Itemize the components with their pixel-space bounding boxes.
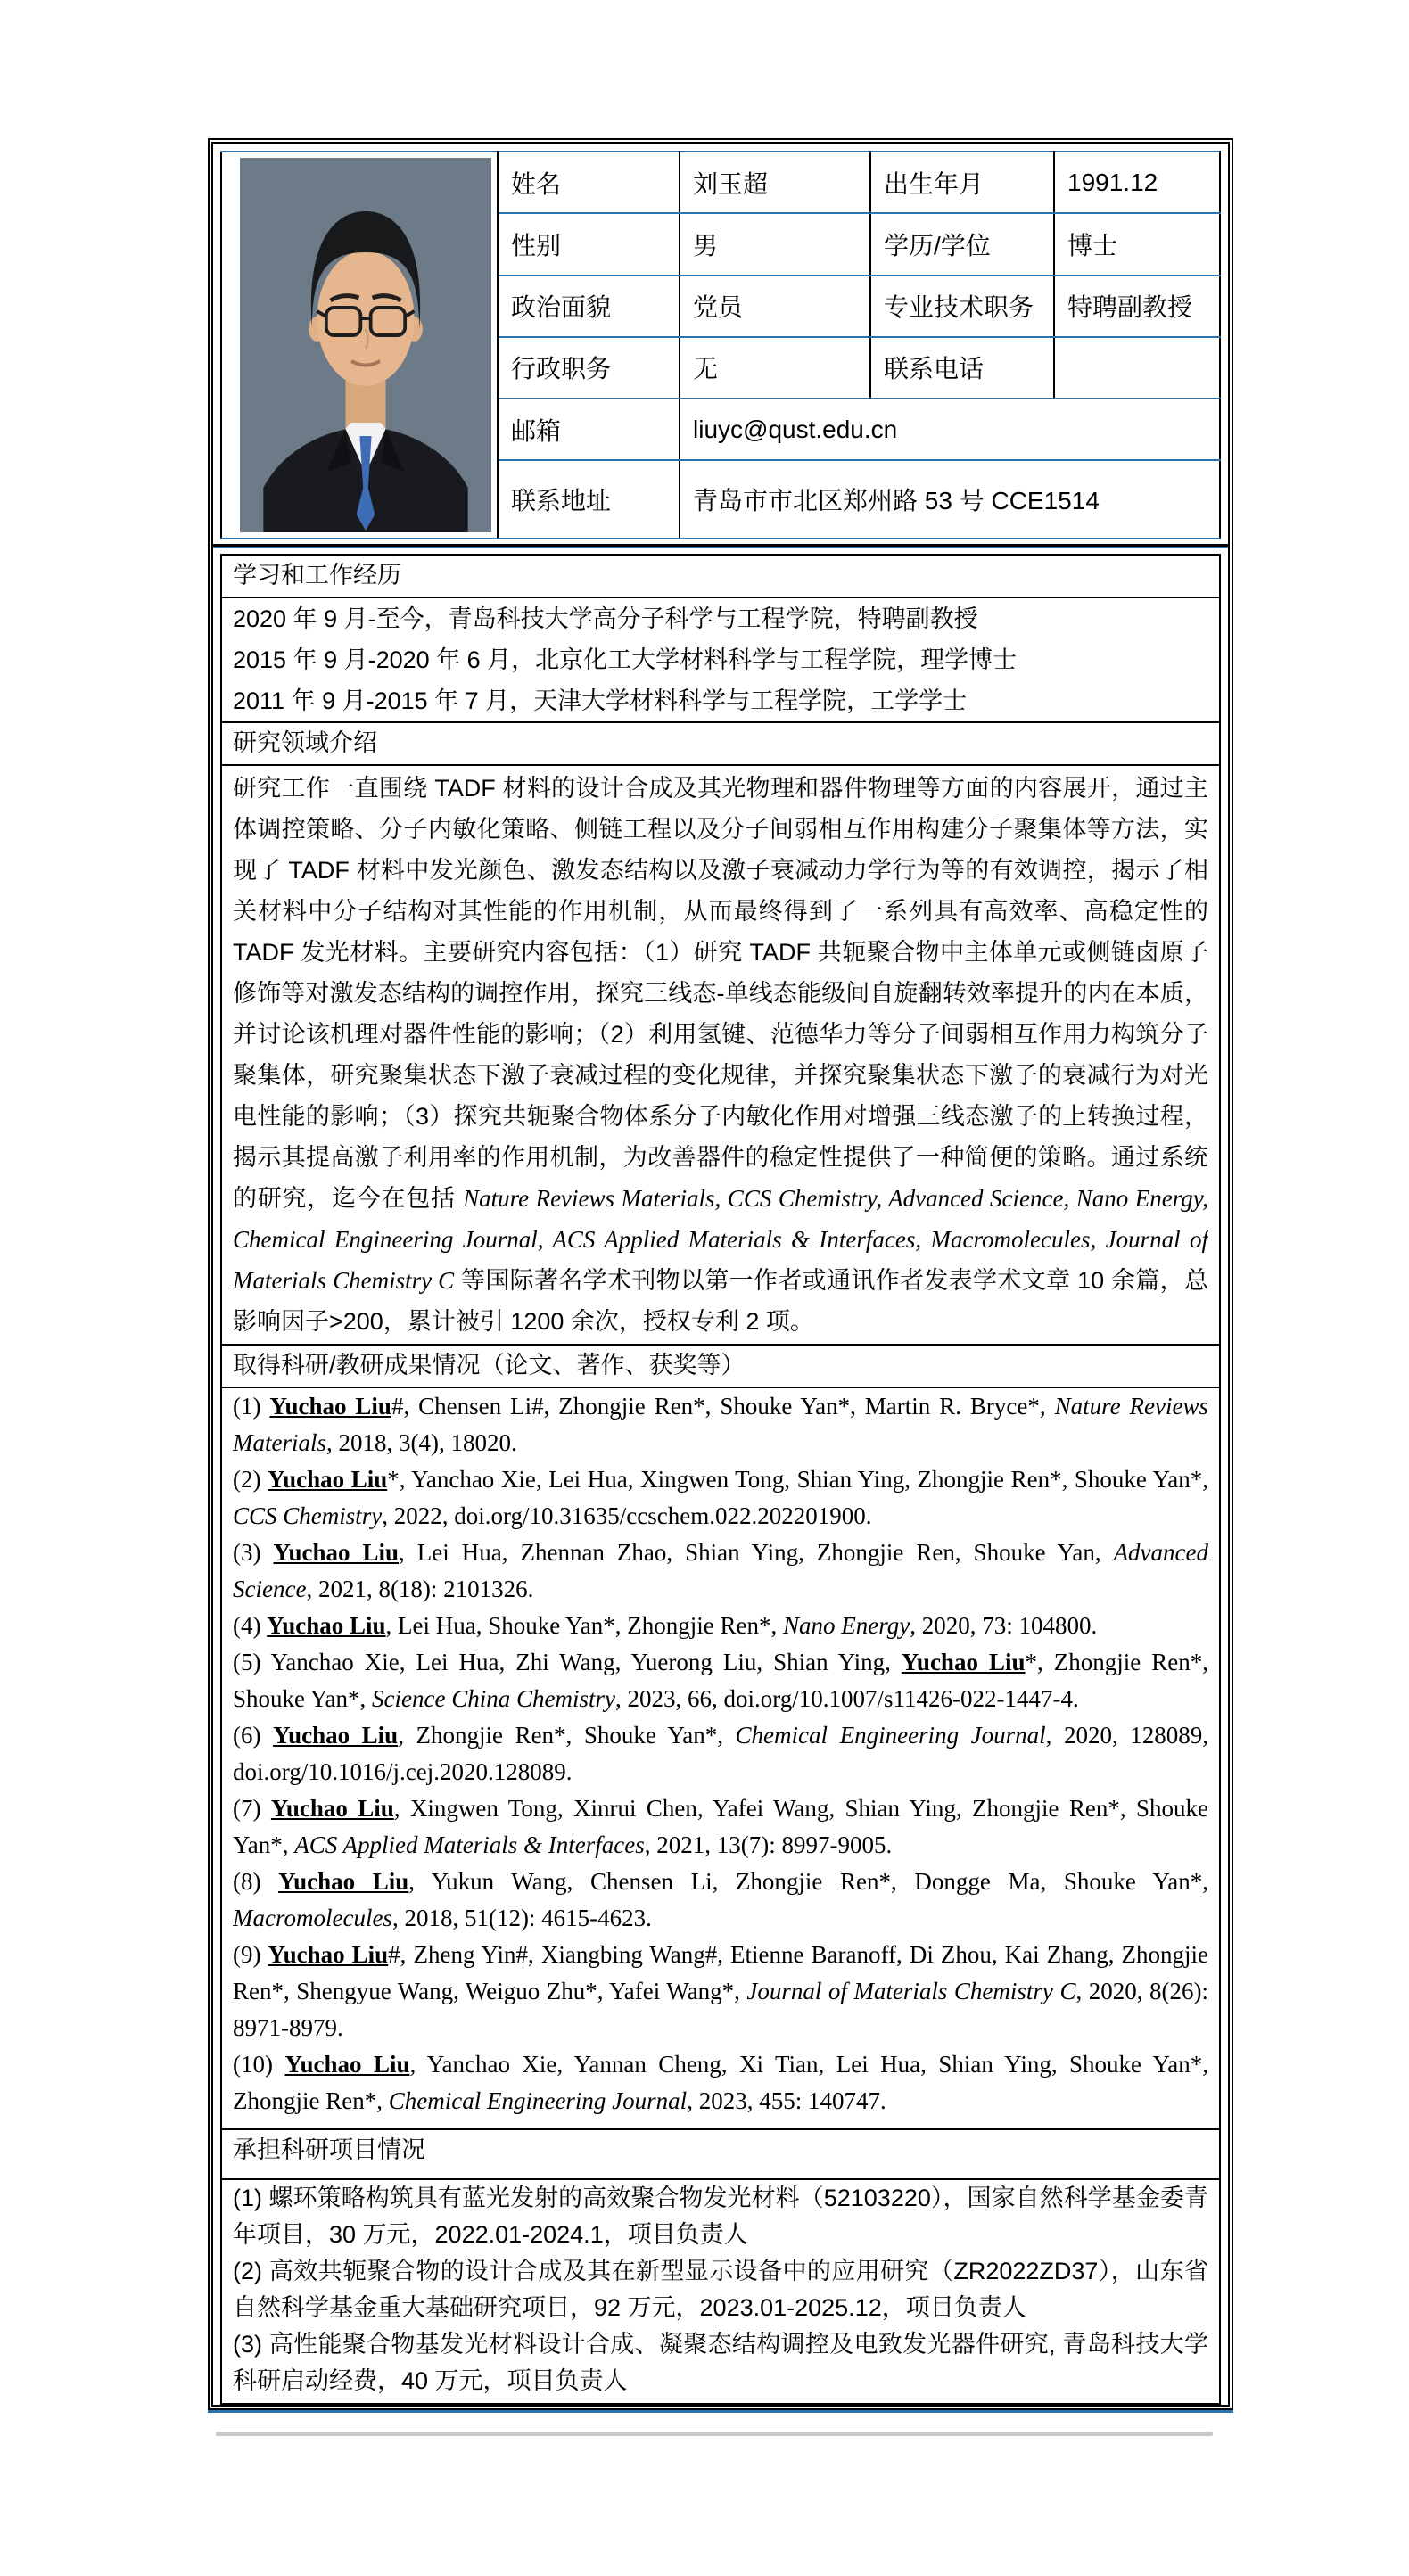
text-segment: 等国际著名学术刊物以第一作者或通讯作者发表学术文章 10 余篇，总影响因子>200，累计被引 1200 余次，授权专利 2 项。 — [233, 1267, 1208, 1335]
section-header-publications: 取得科研/教研成果情况（论文、著作、获奖等） — [221, 1345, 1220, 1387]
journal-name: Science China Chemistry — [372, 1685, 615, 1712]
table-row — [221, 555, 1220, 597]
section-separator — [213, 544, 1228, 548]
text-segment: , 2020, 8(26): 8971-8979. — [233, 1978, 1208, 2041]
field-value-title: 特聘副教授 — [1054, 276, 1220, 337]
section-content-research — [221, 765, 1220, 1345]
table-row — [221, 722, 1220, 765]
text-segment: , Yukun Wang, Chensen Li, Zhongjie Ren*, Dongge Ma, Shouke Yan*, — [408, 1868, 1208, 1895]
field-label-address: 联系地址 — [498, 460, 680, 539]
experience-line: 2020 年 9 月-至今，青岛科技大学高分子科学与工程学院，特聘副教授 — [233, 605, 978, 632]
table-row — [221, 1387, 1220, 2129]
journal-name: Macromolecules — [233, 1905, 392, 1931]
personal-info-table — [220, 151, 1221, 539]
journal-name: CCS Chemistry — [233, 1502, 383, 1529]
field-value-degree: 博士 — [1054, 213, 1220, 275]
text-segment: , 2022, doi.org/10.31635/ccschem.022.202201900. — [382, 1502, 872, 1529]
field-value-political: 党员 — [680, 276, 870, 337]
journal-name: Chemical Engineering Journal — [388, 2087, 688, 2114]
text-segment: (1) — [233, 1393, 270, 1420]
research-paragraph-box — [233, 766, 1208, 1344]
journal-name: ACS Applied Materials & Interfaces — [294, 1831, 645, 1858]
field-value-address: 青岛市市北区郑州路 53 号 CCE1514 — [680, 460, 1220, 539]
field-value-birth: 1991.12 — [1054, 152, 1220, 213]
author-self-highlight: Yuchao Liu — [268, 1466, 388, 1493]
text-segment: , Xingwen Tong, Xinrui Chen, Yafei Wang, Shian Ying, Zhongjie Ren*, Shouke Yan*, — [233, 1795, 1208, 1858]
table-row — [221, 2179, 1220, 2404]
text-segment: , Lei Hua, Shouke Yan*, Zhongjie Ren*, — [385, 1612, 784, 1639]
text-segment: , Yanchao Xie, Yannan Cheng, Xi Tian, Lei Hua, Shian Ying, Shouke Yan*, Zhongjie Ren*, — [233, 2051, 1208, 2114]
section-content-projects — [221, 2179, 1220, 2404]
text-segment: , 2020, 128089, doi.org/10.1016/j.cej.2020.128089. — [233, 1722, 1208, 1785]
journal-name: Nature Reviews Materials, CCS Chemistry, Advanced Science, Nano Energy, Chemical Engineering Journal, ACS Applied Materials & Interfaces, Macromolecules, Journal of Materials Chemistry C — [233, 1185, 1208, 1294]
author-self-highlight: Yuchao Liu — [270, 1795, 394, 1822]
project-item: (3) 高性能聚合物基发光材料设计合成、凝聚态结构调控及电致发光器件研究, 青岛科技大学科研启动经费，40 万元，项目负责人 — [233, 2331, 1208, 2394]
author-self-highlight: Yuchao Liu — [278, 1868, 409, 1895]
section-header-projects: 承担科研项目情况 — [221, 2129, 1220, 2179]
profile-photo — [240, 158, 491, 532]
field-value-admin: 无 — [680, 337, 870, 399]
table-row — [221, 2129, 1220, 2179]
text-segment: (2) — [233, 1466, 268, 1493]
text-segment: , 2023, 66, doi.org/10.1007/s11426-022-1447-4. — [614, 1685, 1079, 1712]
project-item: (1) 螺环策略构筑具有蓝光发射的高效聚合物发光材料（52103220），国家自然科学基金委青年项目，30 万元，2022.01-2024.1，项目负责人 — [233, 2185, 1208, 2248]
text-segment: , Lei Hua, Zhennan Zhao, Shian Ying, Zhongjie Ren, Shouke Yan, — [399, 1539, 1114, 1566]
text-segment: *, Zhongjie Ren*, Shouke Yan*, — [233, 1649, 1208, 1712]
section-content-experience — [221, 597, 1220, 722]
author-self-highlight: Yuchao Liu — [284, 2051, 410, 2078]
text-segment: (10) — [233, 2051, 285, 2078]
text-segment: 研究工作一直围绕 TADF 材料的设计合成及其光物理和器件物理等方面的内容展开，通过主体调控策略、分子内敏化策略、侧链工程以及分子间弱相互作用构建分子聚集体等方法，实现了 TADF 材料中发光颜色、激发态结构以及激子衰减动力学行为等的有效调控，揭示了相关材料中分子结构对其性能的作用机制，从而最终得到了一系列具有高效率、高稳定性的 TADF 发光材料。主要研究内容包括：（1）研究 TADF 共轭聚合物中主体单元或侧链卤原子修饰等对激发态结构的调控作用，探究三线态-单线态能级间自旋翻转效率提升的内在本质，并讨论该机理对器件性能的影响；（2）利用氢键、范德华力等分子间弱相互作用力构筑分子聚集体，研究聚集状态下激子衰减过程的变化规律，并探究聚集状态下激子的衰减行为对光电性能的影响；（3）探究共轭聚合物体系分子内敏化作用对增强三线态激子的上转换过程，揭示其提高激子利用率的作用机制，为改善器件的稳定性提供了一种简便的策略。通过系统的研究，迄今在包括 — [233, 775, 1208, 1212]
page-break-divider — [216, 2432, 1213, 2436]
field-label-email: 邮箱 — [498, 399, 680, 460]
text-segment: (7) — [233, 1795, 271, 1822]
section-header-research: 研究领域介绍 — [221, 722, 1220, 765]
journal-name: Chemical Engineering Journal — [735, 1722, 1046, 1749]
field-label-political: 政治面貌 — [498, 276, 680, 337]
journal-name: Advanced Science — [233, 1539, 1208, 1602]
experience-line: 2011 年 9 月-2015 年 7 月，天津大学材料科学与工程学院，工学学士 — [233, 687, 968, 714]
section-header-experience: 学习和工作经历 — [221, 555, 1220, 597]
field-label-gender: 性别 — [498, 213, 680, 275]
text-segment: (5) Yanchao Xie, Lei Hua, Zhi Wang, Yuerong Liu, Shian Ying, — [233, 1649, 902, 1675]
text-segment: , 2023, 455: 140747. — [687, 2087, 886, 2114]
text-segment: (6) — [233, 1722, 274, 1749]
research-paragraph — [233, 766, 1208, 1342]
text-segment: (8) — [233, 1868, 279, 1895]
field-label-phone: 联系电话 — [870, 337, 1054, 399]
project-list — [233, 2180, 1208, 2403]
field-value-email: liuyc@qust.edu.cn — [680, 399, 1220, 460]
author-self-highlight: Yuchao Liu — [268, 1941, 389, 1968]
text-segment: , 2020, 73: 104800. — [910, 1612, 1098, 1639]
publication-item — [233, 1608, 1208, 1644]
table-row — [221, 597, 1220, 722]
text-segment: , 2021, 13(7): 8997-9005. — [644, 1831, 893, 1858]
section-content-publications — [221, 1387, 1220, 2129]
author-self-highlight: Yuchao Liu — [273, 1722, 399, 1749]
cv-sections-table — [220, 554, 1221, 2405]
experience-lines — [233, 598, 1208, 721]
text-segment: , 2018, 51(12): 4615-4623. — [391, 1905, 652, 1931]
author-self-highlight: Yuchao Liu — [273, 1539, 400, 1566]
publication-item — [233, 1644, 1208, 1717]
publication-item — [233, 1535, 1208, 1608]
journal-name: Journal of Materials Chemistry C — [746, 1978, 1076, 2004]
table-row — [221, 152, 1220, 213]
publication-item — [233, 1790, 1208, 1864]
field-label-birth: 出生年月 — [870, 152, 1054, 213]
field-value-name: 刘玉超 — [680, 152, 870, 213]
profile-photo-cell — [221, 152, 498, 539]
publication-item — [233, 1864, 1208, 1937]
text-segment: #, Zheng Yin#, Xiangbing Wang#, Etienne Baranoff, Di Zhou, Kai Zhang, Zhongjie Ren*, Shengyue Wang, Weiguo Zhu*, Yafei Wang*, — [233, 1941, 1208, 2004]
field-value-gender: 男 — [680, 213, 870, 275]
experience-line: 2015 年 9 月-2020 年 6 月，北京化工大学材料科学与工程学院，理学博士 — [233, 646, 1018, 673]
text-segment: , 2021, 8(18): 2101326. — [306, 1576, 534, 1602]
text-segment: (4) — [233, 1612, 268, 1639]
publication-item — [233, 1461, 1208, 1535]
portrait-photo-icon — [240, 158, 491, 532]
text-segment: , Zhongjie Ren*, Shouke Yan*, — [398, 1722, 736, 1749]
field-value-phone — [1054, 337, 1220, 399]
project-item: (2) 高效共轭聚合物的设计合成及其在新型显示设备中的应用研究（ZR2022ZD37），山东省自然科学基金重大基础研究项目，92 万元，2023.01-2025.12，项目负责人 — [233, 2258, 1208, 2321]
cv-document-frame — [208, 138, 1233, 2410]
table-row — [221, 765, 1220, 1345]
text-segment: *, Yanchao Xie, Lei Hua, Xingwen Tong, Shian Ying, Zhongjie Ren*, Shouke Yan*, — [387, 1466, 1208, 1493]
publication-list — [233, 1388, 1208, 2128]
text-segment: (3) — [233, 1539, 274, 1566]
publication-item — [233, 1937, 1208, 2046]
publication-item — [233, 1717, 1208, 1790]
table-row — [221, 1345, 1220, 1387]
journal-name: Nature Reviews Materials — [233, 1393, 1208, 1456]
text-segment: #, Chensen Li#, Zhongjie Ren*, Shouke Yan*, Martin R. Bryce*, — [391, 1393, 1055, 1420]
text-segment: , 2018, 3(4), 18020. — [326, 1429, 517, 1456]
field-label-name: 姓名 — [498, 152, 680, 213]
journal-name: Nano Energy — [783, 1612, 910, 1639]
field-label-degree: 学历/学位 — [870, 213, 1054, 275]
publication-item — [233, 2046, 1208, 2119]
author-self-highlight: Yuchao Liu — [269, 1393, 391, 1420]
field-label-admin: 行政职务 — [498, 337, 680, 399]
text-segment: (9) — [233, 1941, 268, 1968]
author-self-highlight: Yuchao Liu — [901, 1649, 1026, 1675]
author-self-highlight: Yuchao Liu — [267, 1612, 386, 1639]
publication-item — [233, 1388, 1208, 1461]
field-label-title: 专业技术职务 — [870, 276, 1054, 337]
